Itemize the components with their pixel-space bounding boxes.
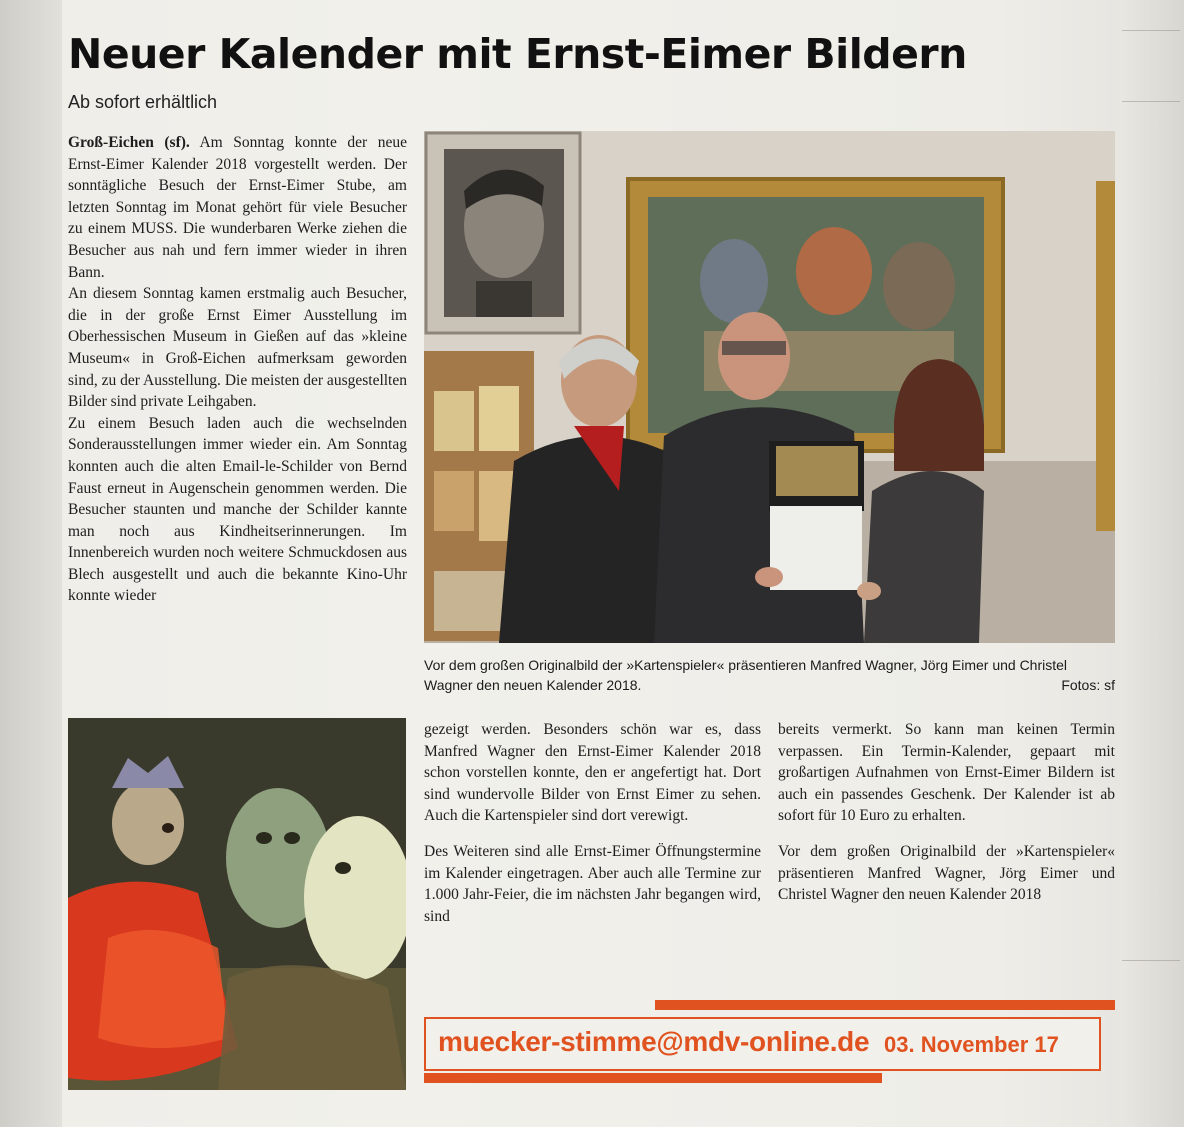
paragraph: An diesem Sonntag kamen erstmalig auch Besucher, die in der große Ernst Eimer Ausstellung im Oberhessischen Museum in Gießen auf das »kleine Museum« in Groß-Eichen aufmerksam geworden sind, zu der Ausstellung. Die meisten der ausgestellten Bilder sind private Leihgaben.	[68, 285, 407, 411]
contact-email[interactable]: muecker-stimme@mdv-online.de	[438, 1026, 870, 1057]
article-column-1	[68, 132, 407, 607]
article-subline: Ab sofort erhältlich	[68, 92, 218, 112]
paragraph-text: Am Sonntag konnte der neue Ernst-Eimer Kalender 2018 vorgestellt werden. Der sonntägliche Besuch der Ernst-Eimer Stube, am letzten Sonntag im Monat gehört für viele Besucher zu einem MUSS. Die wunderbaren Werke ziehen die Besucher aus nah und fern immer wieder in ihren Bann.	[68, 134, 407, 281]
paragraph: Vor dem großen Originalbild der »Kartenspieler« präsentieren Manfred Wagner, Jörg Eimer und Christel Wagner den neuen Kalender 2018	[778, 842, 1115, 904]
accent-bar-top	[655, 1000, 1115, 1010]
left-page-edge	[0, 0, 62, 1127]
bleed-through-texture	[1122, 960, 1180, 1101]
bleed-through-texture	[1122, 30, 1180, 102]
photo-caption	[424, 655, 1115, 695]
paragraph: Zu einem Besuch laden auch die wechselnden Sonderausstellungen immer wieder ein. Am Sonntag konnten auch die alten Email-le-Schilder von Bernd Faust erneut in Augenschein genommen werden. Die Besucher staunten und manche der Schilder kannte man noch aus Kindheitserinnerungen. Im Innenbereich wurden noch weitere Schmuckdosen aus Blech ausgestellt und auch die bekannte Kino-Uhr konnte wieder	[68, 414, 407, 605]
article-headline: Neuer Kalender mit Ernst-Eimer Bildern	[68, 30, 967, 78]
caption-text: Vor dem großen Originalbild der »Kartenspieler« präsentieren Manfred Wagner, Jörg Eimer und Christel Wagner den neuen Kalender 2018.	[424, 657, 1068, 693]
article-column-2	[424, 719, 761, 927]
ernst-eimer-painting	[68, 718, 406, 1090]
issue-date: 03. November 17	[884, 1032, 1059, 1057]
photo-credit: Fotos: sf	[1061, 677, 1115, 693]
event-photo	[424, 131, 1115, 643]
paragraph: bereits vermerkt. So kann man keinen Termin verpassen. Ein Termin-Kalender, gepaart mit großartigen Aufnahmen von Ernst-Eimer Bildern ist auch ein passendes Geschenk. Der Kalender ist ab sofort für 10 Euro zu erhalten.	[778, 721, 1115, 825]
dateline: Groß-Eichen (sf).	[68, 134, 190, 151]
right-page-edge	[1120, 0, 1184, 1127]
paragraph: gezeigt werden. Besonders schön war es, dass Manfred Wagner den Ernst-Eimer Kalender 2018 schon vorstellen konnte, den er angefertigt hat. Dort sind wundervolle Bilder von Ernst Eimer zu sehen. Auch die Kartenspieler sind dort verewigt.	[424, 721, 761, 825]
article-column-3	[778, 719, 1115, 906]
accent-bar-bottom	[424, 1073, 882, 1083]
paragraph: Des Weiteren sind alle Ernst-Eimer Öffnungstermine im Kalender eingetragen. Aber auch alle Termine zur 1.000 Jahr-Feier, die im nächsten Jahr begangen wird, sind	[424, 842, 761, 925]
paragraph	[68, 132, 407, 283]
